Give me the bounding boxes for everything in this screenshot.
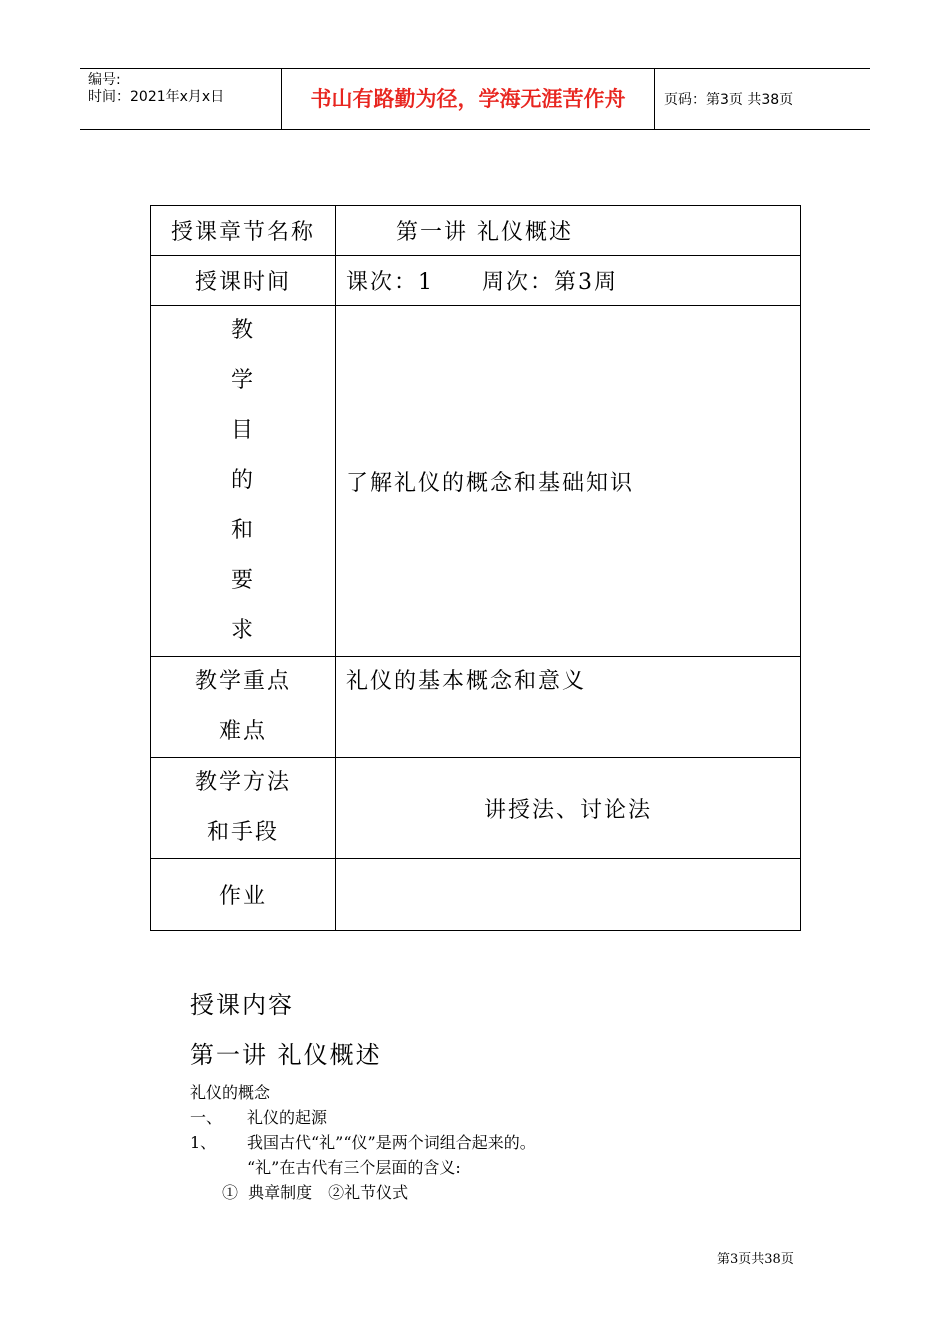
lesson-plan-table — [150, 205, 801, 931]
meanings-list: ① 典章制度 ②礼节仪式 — [222, 1183, 409, 1202]
table-row — [151, 256, 801, 306]
methods-value: 讲授法、讨论法 — [336, 758, 801, 859]
table-row — [151, 306, 801, 657]
class-time-value: 课次：1 周次：第3周 — [336, 256, 801, 306]
content-heading: 授课内容 — [190, 991, 294, 1019]
concept-heading: 礼仪的概念 — [190, 1083, 271, 1102]
page-header — [80, 68, 870, 130]
homework-label: 作业 — [151, 859, 336, 931]
table-row — [151, 206, 801, 256]
objectives-label-char: 求 — [230, 618, 255, 643]
objectives-label-char: 目 — [230, 418, 255, 443]
header-meta — [80, 69, 280, 129]
header-divider — [654, 69, 655, 129]
homework-value — [336, 859, 801, 931]
objectives-label — [151, 306, 336, 657]
table-row — [151, 657, 801, 758]
item-subtext: “礼”在古代有三个层面的含义: — [247, 1158, 461, 1177]
table-row — [151, 758, 801, 859]
objectives-label-char: 的 — [230, 468, 255, 493]
key-points-label-line1: 教学重点 — [194, 669, 291, 694]
chapter-name-value: 第一讲 礼仪概述 — [336, 206, 801, 256]
objectives-label-char: 教 — [230, 318, 255, 343]
header-page-label: 页码：第3页 共38页 — [664, 92, 794, 108]
item-text: 我国古代“礼”“仪”是两个词组合起来的。 — [247, 1133, 536, 1152]
header-number-label: 编号: — [88, 72, 121, 88]
page-footer: 第3页共38页 — [717, 1252, 794, 1267]
methods-label-line1: 教学方法 — [194, 770, 291, 795]
table-row — [151, 859, 801, 931]
lecture-title: 第一讲 礼仪概述 — [190, 1041, 382, 1069]
section-title: 礼仪的起源 — [247, 1108, 328, 1127]
methods-label — [151, 758, 336, 859]
objectives-label-char: 和 — [230, 518, 255, 543]
header-motto: 书山有路勤为径，学海无涯苦作舟 — [310, 87, 626, 111]
key-points-label — [151, 657, 336, 758]
objectives-label-char: 要 — [230, 568, 255, 593]
objectives-value: 了解礼仪的概念和基础知识 — [336, 306, 801, 657]
class-time-label: 授课时间 — [151, 256, 336, 306]
objectives-label-char: 学 — [230, 368, 255, 393]
methods-label-line2: 和手段 — [206, 820, 279, 845]
item-number: 1、 — [190, 1133, 217, 1152]
chapter-name-label: 授课章节名称 — [151, 206, 336, 256]
section-number: 一、 — [190, 1108, 223, 1127]
header-time-label: 时间：2021年x月x日 — [88, 89, 225, 105]
key-points-value: 礼仪的基本概念和意义 — [336, 657, 801, 758]
key-points-label-line2: 难点 — [218, 719, 267, 744]
